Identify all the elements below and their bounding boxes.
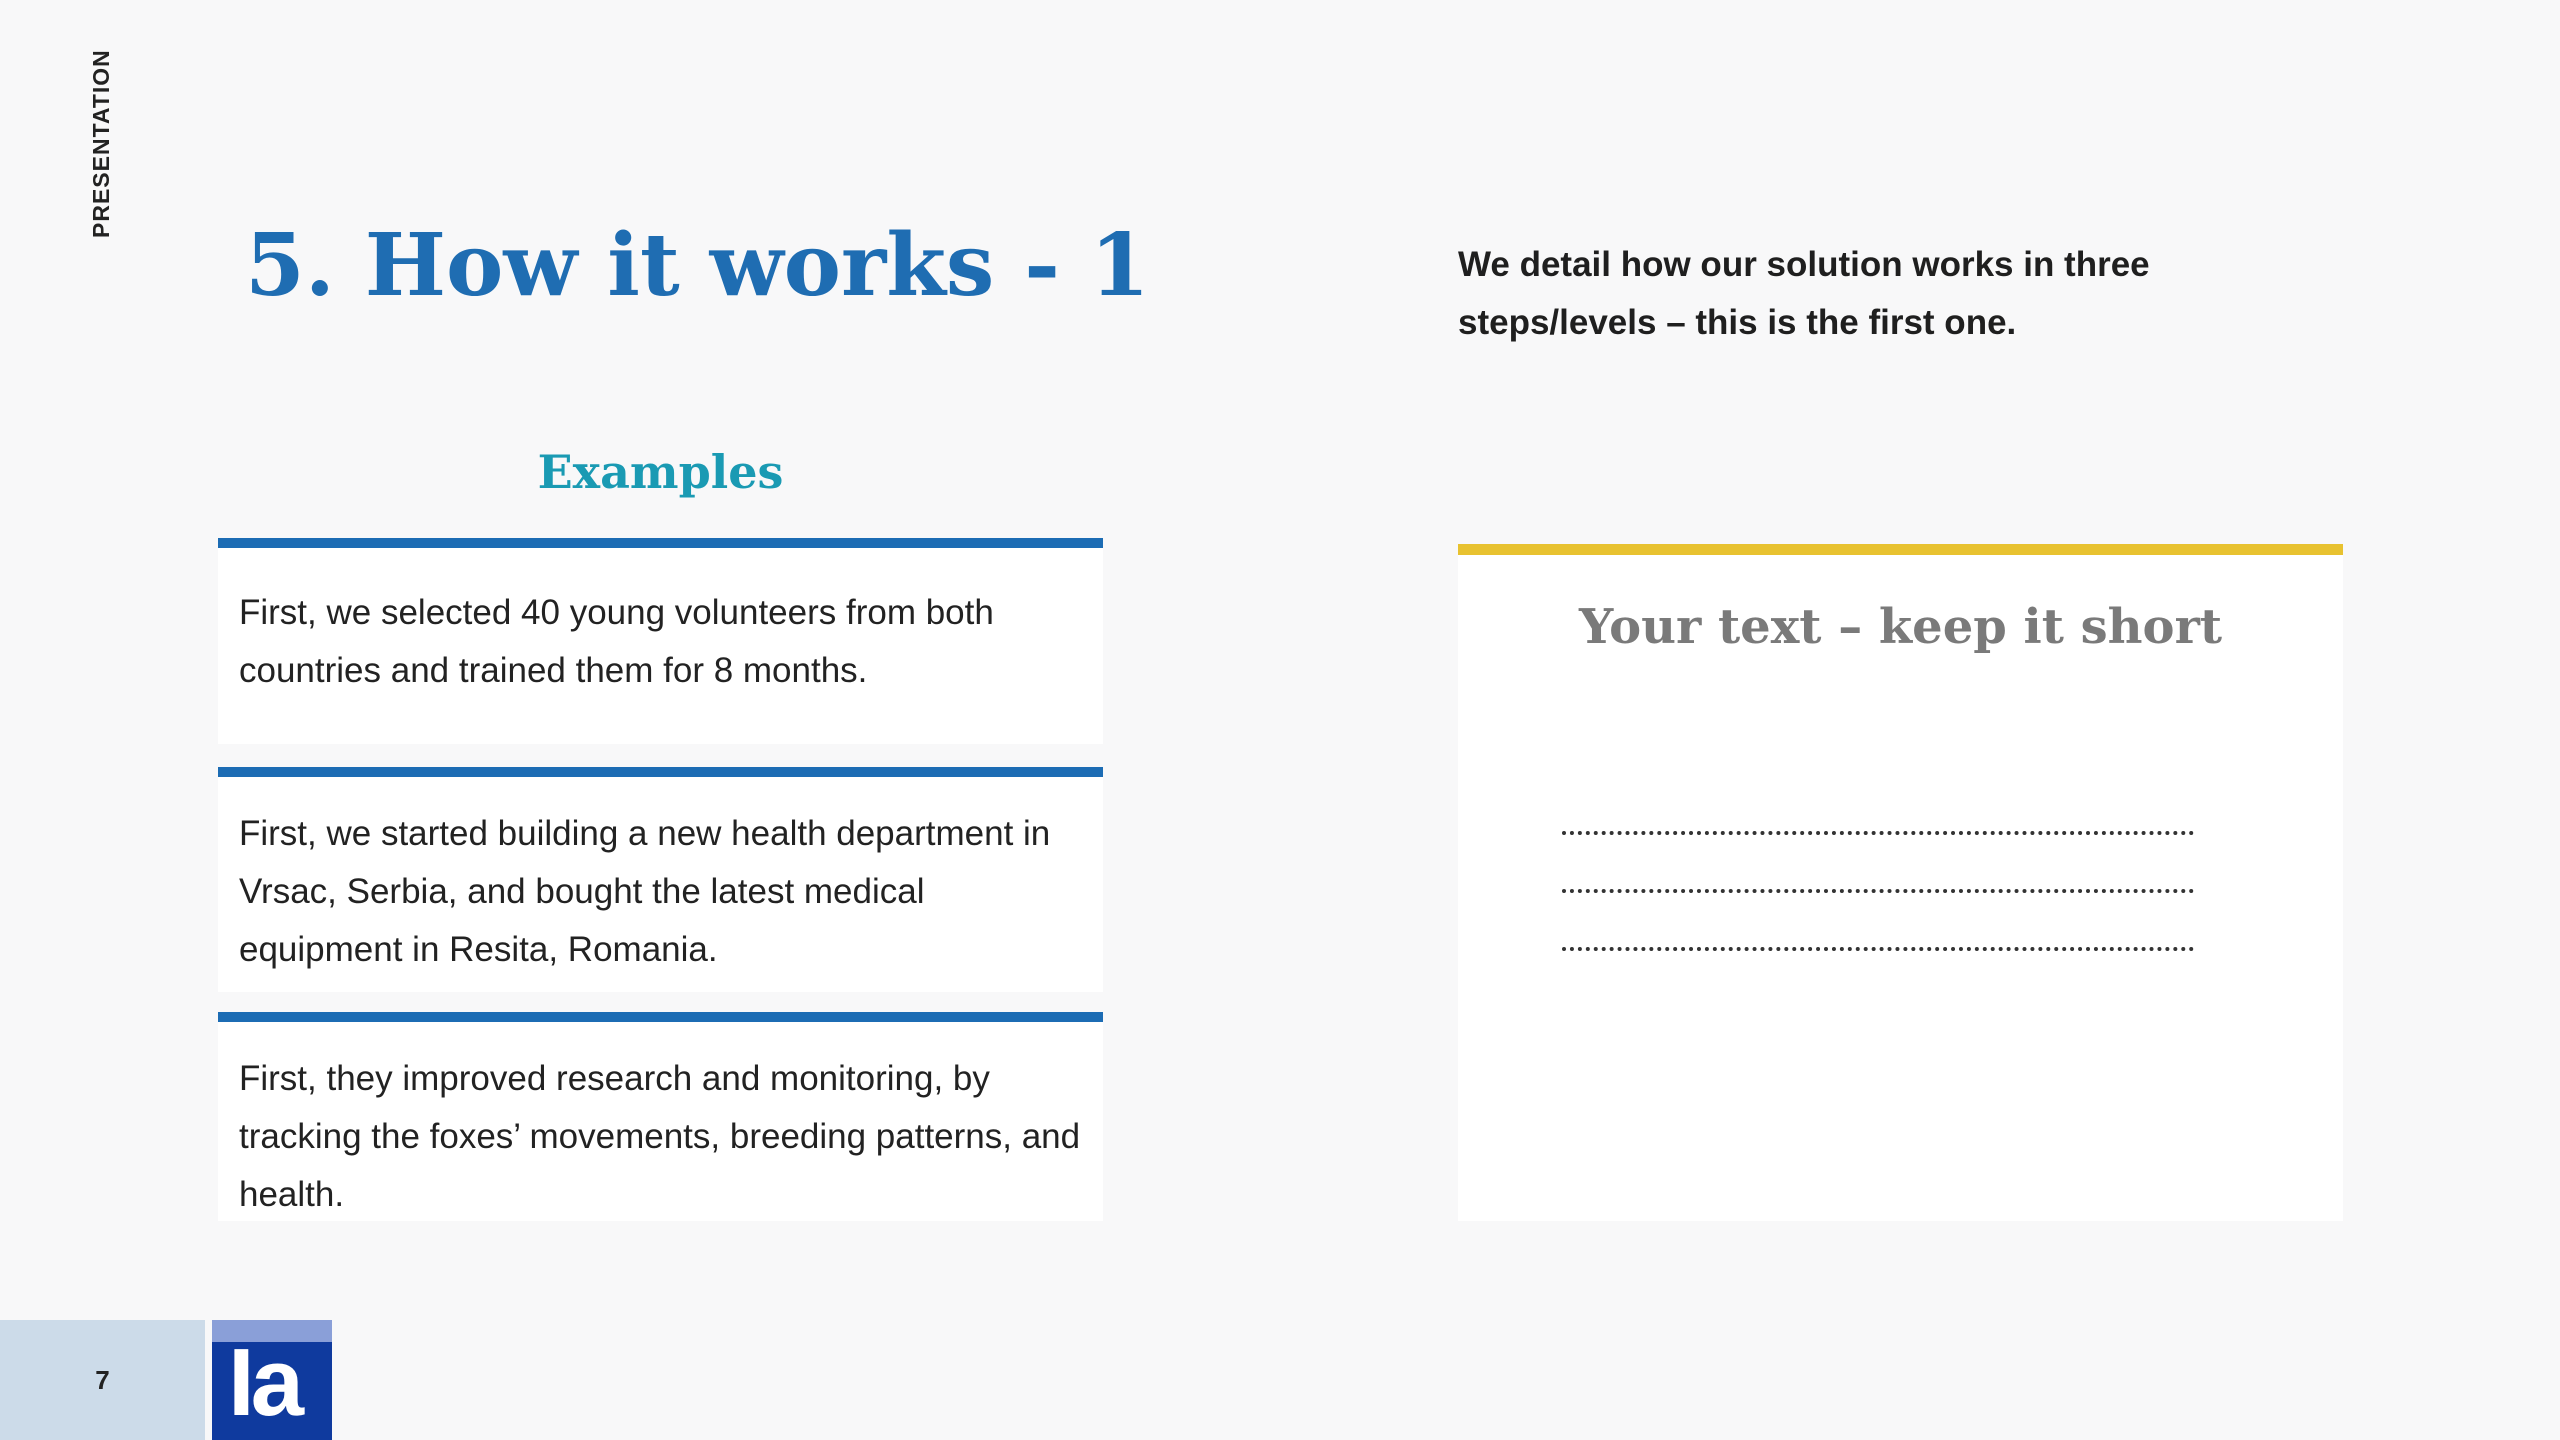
example-text-1: First, we selected 40 young volunteers from both countries and trained them for 8 months. [239, 593, 994, 690]
slide-subtitle: We detail how our solution works in three steps/levels – this is the first one. [1458, 245, 2150, 342]
example-card-2 [218, 767, 1103, 992]
page-number: 7 [95, 1364, 110, 1395]
page-number-box [0, 1320, 205, 1440]
example-text-3: First, they improved research and monitoring, by tracking the foxes’ movements, breeding patterns, and health. [239, 1059, 1081, 1214]
text-placeholder-panel [1458, 544, 2343, 1221]
logo-text: Ia [228, 1329, 301, 1436]
dotted-line-2 [1562, 889, 2194, 893]
placeholder-heading: Your text – keep it short [1578, 599, 2223, 655]
logo [212, 1320, 332, 1440]
example-card-3 [218, 1012, 1103, 1221]
dotted-line-3 [1562, 947, 2194, 951]
example-text-2: First, we started building a new health department in Vrsac, Serbia, and bought the latest medical equipment in Resita, Romania. [239, 814, 1051, 969]
slide-title: 5. How it works - 1 [245, 215, 1150, 316]
examples-heading: Examples [537, 445, 784, 499]
dotted-line-1 [1562, 831, 2194, 835]
section-label: PRESENTATION [88, 49, 114, 238]
example-card-1 [218, 538, 1103, 744]
